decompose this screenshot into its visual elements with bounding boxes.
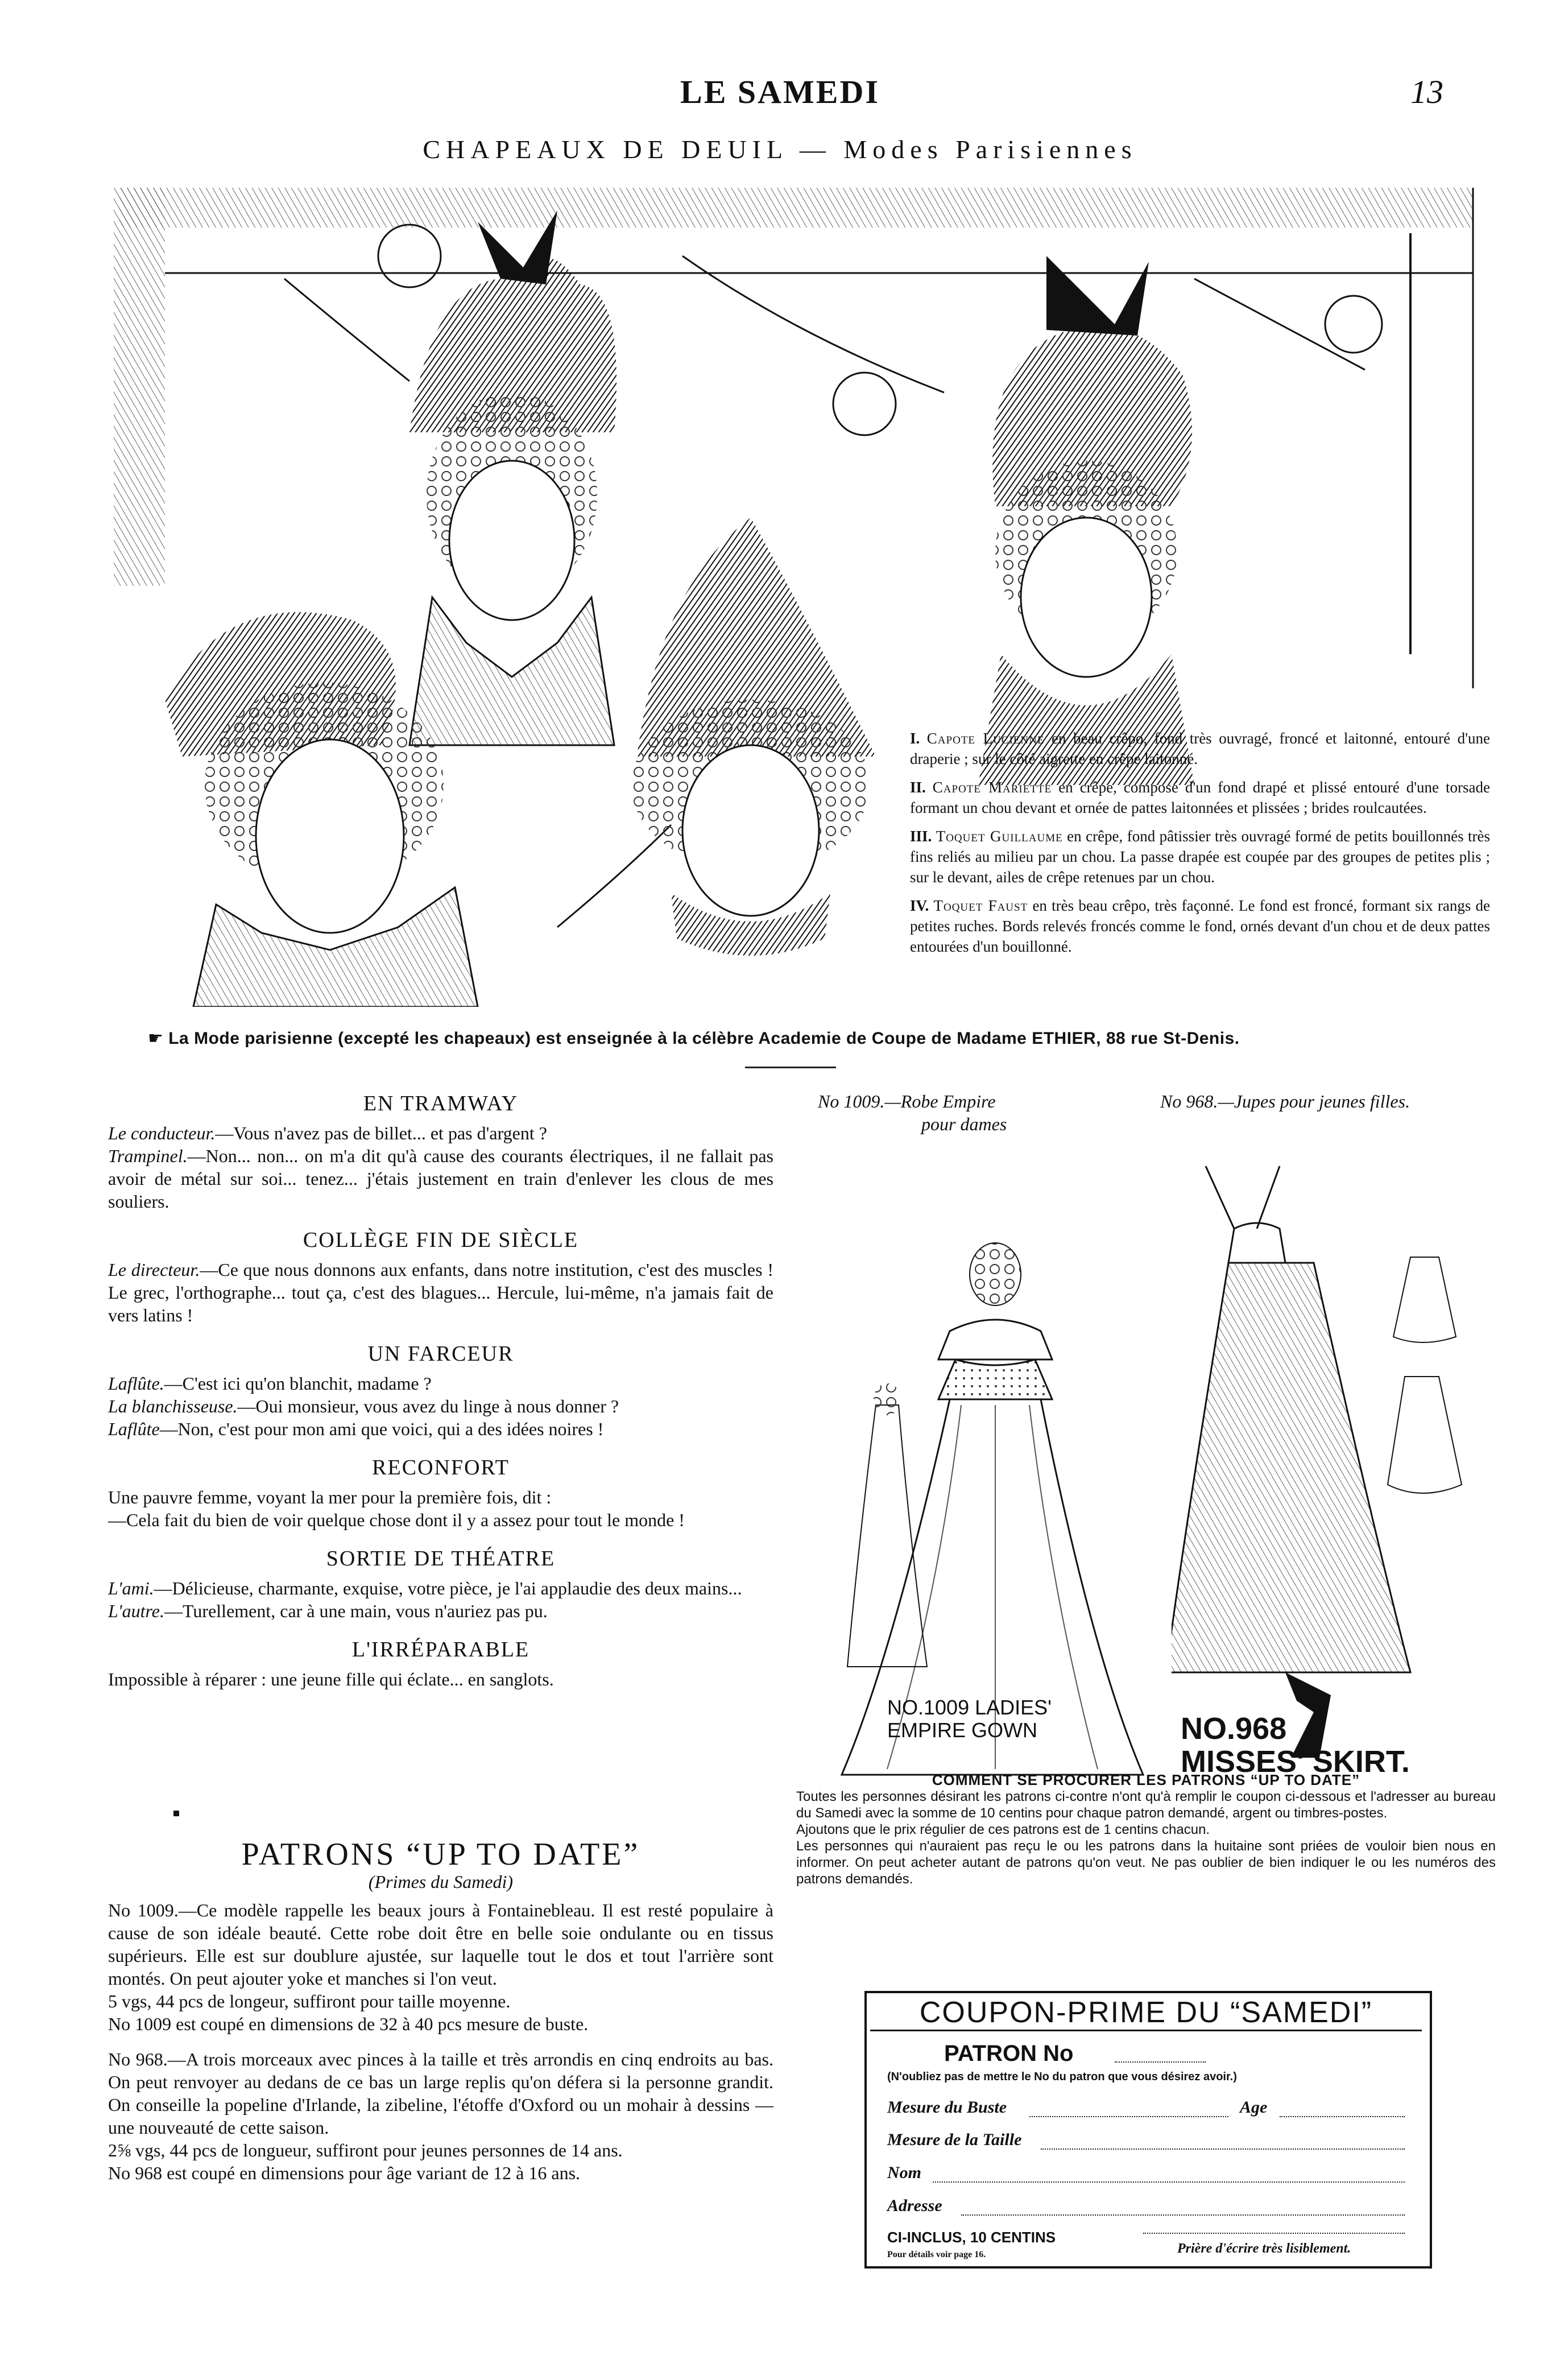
caption-item: II. Capote Mariette en crêpe, composé d'un fond drapé et plissé entouré d'une torsade formant un chou devant et ornée de pattes laitonnées et plissées ; brides roulcautées. [910, 779, 1491, 816]
joke-line: L'autre.—Turellement, car à une main, vous n'auriez pas pu. [108, 1601, 548, 1621]
patrons-paragraph: No 1009 est coupé en dimensions de 32 à 40 pcs mesure de buste. [108, 2014, 589, 2034]
joke-line: L'ami.—Délicieuse, charmante, exquise, votre pièce, je l'ai applaudie des deux mains... [108, 1578, 742, 1598]
joke-title: UN FARCEUR [367, 1342, 514, 1366]
joke-line: Laflûte.—C'est ici qu'on blanchit, madame ? [108, 1373, 432, 1394]
hat-mariette [978, 256, 1194, 785]
buste-field[interactable] [1029, 2116, 1228, 2117]
buste-label: Mesure du Buste [887, 2098, 1007, 2117]
caption-item: III. Toquet Guillaume en crêpe, fond pâtissier très ouvragé formé de petits bouillonnés très fins reliés au milieu par un chou. La passe drapée est coupée par des groupes de petites plis ; sur le devant, ailes de crêpe retenues par un chou. [910, 828, 1491, 886]
age-field[interactable] [1280, 2116, 1405, 2117]
how-to-paragraph: Toutes les personnes désirant les patrons ci-contre n'ont qu'à remplir le coupon ci-dessous et l'adresser au bureau du Samedi avec la somme de 10 centins pour chaque patron demandé, argent ou timbres-postes. [796, 1789, 1496, 1821]
gown-caption: No 1009.—Robe Empire [818, 1091, 996, 1112]
patrons-subtitle: (Primes du Samedi) [368, 1871, 514, 1892]
priere-label: Prière d'écrire très lisiblement. [1177, 2241, 1351, 2256]
joke-line: Le conducteur.—Vous n'avez pas de billet... et pas d'argent ? [108, 1123, 547, 1143]
joke-line: Laflûte—Non, c'est pour mon ami que voici, qui a des idées noires ! [108, 1419, 604, 1439]
patron-number-field[interactable] [1115, 2061, 1206, 2063]
taille-field[interactable] [1041, 2148, 1405, 2150]
page-subtitle: CHAPEAUX DE DEUIL — Modes Parisiennes [423, 135, 1137, 164]
gown-label: NO.1009 LADIES' EMPIRE GOWN [887, 1696, 1052, 1742]
misses-skirt-illustration [1172, 1143, 1490, 1792]
joke-title: EN TRAMWAY [363, 1092, 519, 1115]
details-label: Pour détails voir page 16. [887, 2250, 986, 2259]
joke-title: L'IRRÉPARABLE [351, 1638, 530, 1662]
adresse-label: Adresse [887, 2196, 942, 2215]
joke-title: SORTIE DE THÉATRE [326, 1547, 556, 1571]
how-to-paragraph: Les personnes qui n'auraient pas reçu le ou les patrons dans la huitaine sont priées de vouloir bien nous en informer. On peut acheter autant de patrons qu'on veut. Ne pas oublier de bien indiquer le ou les numéros des patrons demandés. [796, 1838, 1496, 1887]
hat-captions [910, 728, 1490, 965]
coupon-title: COUPON-PRIME DU “SAMEDI” [870, 1995, 1422, 2031]
how-to-paragraph: Ajoutons que le prix régulier de ces patrons est de 1 centins chacun. [796, 1822, 1210, 1837]
skirt-label: NO.968 MISSES' SKIRT. [1181, 1712, 1410, 1779]
academy-notice: ☛ La Mode parisienne (excepté les chapeaux) est enseignée à la célèbre Academie de Coupe de Madame ETHIER, 88 rue St-Denis. [148, 1029, 1240, 1048]
patron-number-label: PATRON No [944, 2041, 1074, 2066]
joke-line: Trampinel.—Non... non... on m'a dit qu'à cause des courants électriques, il ne fallait pas avoir de métal sur soi... tenez... j'étais justement en train d'enlever les clous de mes souliers. [108, 1146, 773, 1212]
joke-line: Le directeur.—Ce que nous donnons aux enfants, dans notre institution, c'est des muscles ! Le grec, l'orthographe... tout ça, c'est des blagues... Hercule, lui-même, n'a jamais fait de vers latins ! [108, 1259, 774, 1325]
page-number: 13 [1410, 73, 1443, 110]
age-label: Age [1240, 2098, 1268, 2117]
taille-label: Mesure de la Taille [887, 2130, 1022, 2149]
masthead: LE SAMEDI [680, 73, 880, 110]
hat-lucienne [409, 210, 616, 745]
patrons-paragraph: No 968 est coupé en dimensions pour âge variant de 12 à 16 ans. [108, 2163, 581, 2183]
patrons-paragraph: No 968.—A trois morceaux avec pinces à la taille et très arrondis en cinq endroits au bas. On peut renvoyer au dedans de ce bas un large replis qu'on défera si la personne grandit. On conseille la popeline d'Irlande, la zibeline, l'étoffe d'Oxford ou un mohair à dessins — une nouveauté de cette saison. [108, 2049, 773, 2138]
joke-title: RECONFORT [372, 1456, 510, 1480]
joke-line: Une pauvre femme, voyant la mer pour la première fois, dit : [108, 1487, 552, 1507]
hat-faust [631, 518, 876, 956]
patrons-title: PATRONS “UP TO DATE” [241, 1837, 640, 1872]
coupon-note: (N'oubliez pas de mettre le No du patron que vous désirez avoir.) [887, 2071, 1237, 2083]
gown-caption-2: pour dames [921, 1114, 1007, 1134]
patrons-section [108, 1837, 773, 2184]
caption-item: IV. Toquet Faust en très beau crêpo, très façonné. Le fond est froncé, formant six rangs de petites ruches. Bords relevés froncés comme le fond, ornés devant d'un chou et de deux pattes entourées d'un bouillonné. [910, 897, 1491, 955]
jokes-column [108, 1092, 773, 1691]
joke-line: La blanchisseuse.—Oui monsieur, vous avez du linge à nous donner ? [108, 1396, 619, 1416]
divider [745, 1067, 836, 1068]
empire-gown-illustration [825, 1143, 1177, 1786]
skirt-caption: No 968.—Jupes pour jeunes filles. [1160, 1091, 1410, 1112]
how-to-heading: COMMENT SE PROCURER LES PATRONS “UP TO DATE” [932, 1771, 1360, 1788]
joke-line: —Cela fait du bien de voir quelque chose dont il y a assez pour tout le monde ! [108, 1510, 685, 1530]
adresse-field[interactable] [961, 2214, 1405, 2216]
patrons-paragraph: 5 vgs, 44 pcs de longeur, suffiront pour taille moyenne. [108, 1991, 511, 2011]
joke-line: Impossible à réparer : une jeune fille qui éclate... en sanglots. [108, 1669, 554, 1689]
joke-title: COLLÈGE FIN DE SIÈCLE [303, 1228, 579, 1252]
nom-label: Nom [887, 2163, 921, 2182]
frame-top-ornament [119, 188, 1473, 228]
caption-item: I. Capote Lucienne en beau crêpo, fond très ouvragé, froncé et laitonné, entouré d'une draperie ; sur le côté aigrette en crêpe laitonné. [910, 730, 1491, 767]
coupon-form [864, 1991, 1432, 2269]
frame-left-ornament [114, 188, 165, 586]
bullet-mark [173, 1811, 179, 1816]
signature-field[interactable] [1143, 2233, 1405, 2234]
nom-field[interactable] [933, 2181, 1405, 2183]
patrons-paragraph: 2⅝ vgs, 44 pcs de longueur, suffiront pour jeunes personnes de 14 ans. [108, 2140, 623, 2160]
inclus-label: CI-INCLUS, 10 CENTINS [887, 2229, 1056, 2246]
how-to-order [796, 1772, 1496, 1887]
patrons-paragraph: No 1009.—Ce modèle rappelle les beaux jours à Fontainebleau. Il est resté populaire à cause de son idéale beauté. Cette robe doit être en belle soie ondulante ou en tissus supérieurs. Elle est sur doublure ajustée, sur laquelle tout le dos et tout l'arrière sont montés. On peut ajouter yoke et manches si l'on veut. [108, 1900, 773, 1989]
